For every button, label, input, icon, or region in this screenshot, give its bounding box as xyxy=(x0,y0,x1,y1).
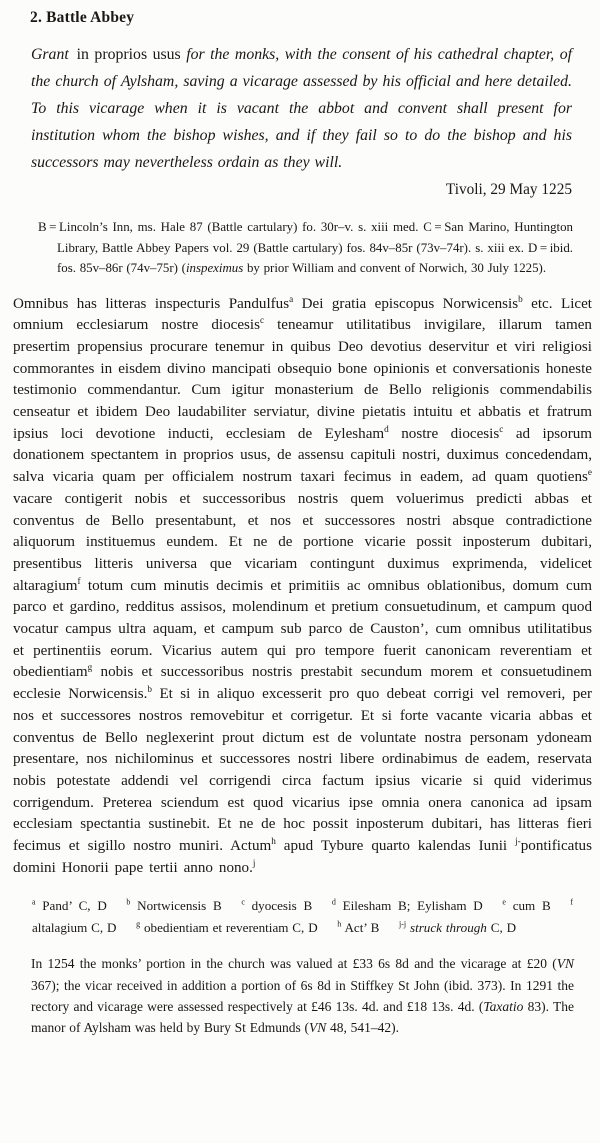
editorial-commentary: In 1254 the monks’ portion in the church was valued at £33 6s 8d and the vicarage at £20 (VN 367); the vicar received in addition a portion of 6s 8d in Stiffkey St John (ibid. 373). In 1291 the rectory and vicarage were assessed respectively at £46 13s. 4d. and £18 13s. 4d. (Taxatio 83). The manor of Aylsham was held by Bury St Edmunds (VN 48, 541–42). xyxy=(31,956,574,1036)
place-dateline: Tivoli, 29 May 1225 xyxy=(445,181,572,198)
latin-charter-text: Omnibus has litteras inspecturis Pandulfus$^a$ Dei gratia episcopus Norwicensis$^b$ etc. Licet omnium ecclesiarum nostre diocesis$^c$ teneamur utilitatibus invigilare, illarum tamen presertim propensius procurare tenemur in quibus Deo devotius deservitur et viri religiosi commorantes in eisdem divino mancipati obsequio bone opinionis et conversationis honeste testimonio commendantur. Cum igitur monasterium de Bello religionis commendabilis censeatur et ibidem Deo laudabiliter serviatur, divine pietatis intuitu et abbatis et fratrum ipsius loci devotione inducti, ecclesiam de Eylesham$^d$ nostre diocesis$^c$ ad ipsorum donationem spectantem in proprios usus, de assensu capituli nostri, duximus concedendam, salva vicaria quam per officialem nostrum taxari fecimus in eadem, ad quam quotiens$^e$ vacare contigerit nobis et successoribus nostris quem voluerimus predicti abbas et conventus de Bello presentabunt, et nos et successores nostri absque contradictione aliquorum instituemus eundem. Et ne de portione vicarie possit inposterum dubitari, presentibus litteris universa que vicariam contingunt duximus exprimenda, videlicet altaragium$^f$ totum cum minutis decimis et primitiis ac omnibus oblationibus, domum cum parco et gardino, redditus assisos, molendinum et pretium consuetudinum, et campum quod vocatur campus ultra aquam, et campum sub parco de Causton’, cum omnibus utilitatibus et pertinentiis eorum. Vicarius autem qui pro tempore fuerit canonicam reverentiam et obedientiam$^g$ nobis et successoribus nostris prestabit secundum morem et consuetudinem ecclesie Norwicensis.$^b$ Et si in aliquo excesserit pro quo debeat corrigi vel removeri, per nos et successores nostros removebitur et corrigetur. Et si forte vacante vicaria abbas et conventus de Bello neglexerint prout dictum est de voluntate nostra personam ydoneam presentare, nos nichilominus et successores nostri libere ordinabimus de eadem, reservata nobis potestate addendi vel corrigendi circa factum ipsius vicarie si quid viderimus corrigendum. Preterea sciendum est quod vicarius ipse omnia onera canonica ad ipsam ecclesiam spectantia sustinebit. Et ne de hoc possit inposterum dubitari, has litteras fieri fecimus et sigillo nostro muniri. Actum$^h$ apud Tybure quarto kalendas Iunii $^{j-}$pontificatus domini Honorii pape tertii anno nono.$^j$ xyxy=(13,293,593,876)
document-heading: 2. Battle Abbey xyxy=(30,9,135,26)
manuscript-sigla-note: B = Lincoln’s Inn, ms. Hale 87 (Battle cartulary) fo. 30r–v. s. xiii med. C = San Marino, Huntington Library, Battle Abbey Papers vol. 29 (Battle cartulary) fos. 84v–85r (73v–74r). s. xiii ex. D = ibid. fos. 85v–86r (74v–75r) (inspeximus by prior William and convent of Norwich, 30 July 1225). xyxy=(38,220,573,275)
apparatus-criticus: $^a$ Pand’ C, D $^b$ Nortwicensis B $^c$ dyocesis B $^d$ Eilesham B; Eylisham D $^e$ cum B $^f$ altalagium C, D $^g$ obedientiam et reverentiam C, D $^h$ Act’ B $^{j-j}$ struck through C, D xyxy=(32,898,574,935)
calendar-summary: Grant in proprios usus for the monks, with the consent of his cathedral chapter, of the church of Aylsham, saving a vicarage assessed by his official and here detailed. To this vicarage when it is vacant the abbot and convent shall present for institution whom the bishop wishes, and if they fail so to do the bishop and his successors may nevertheless ordain as they will. xyxy=(31,46,573,171)
